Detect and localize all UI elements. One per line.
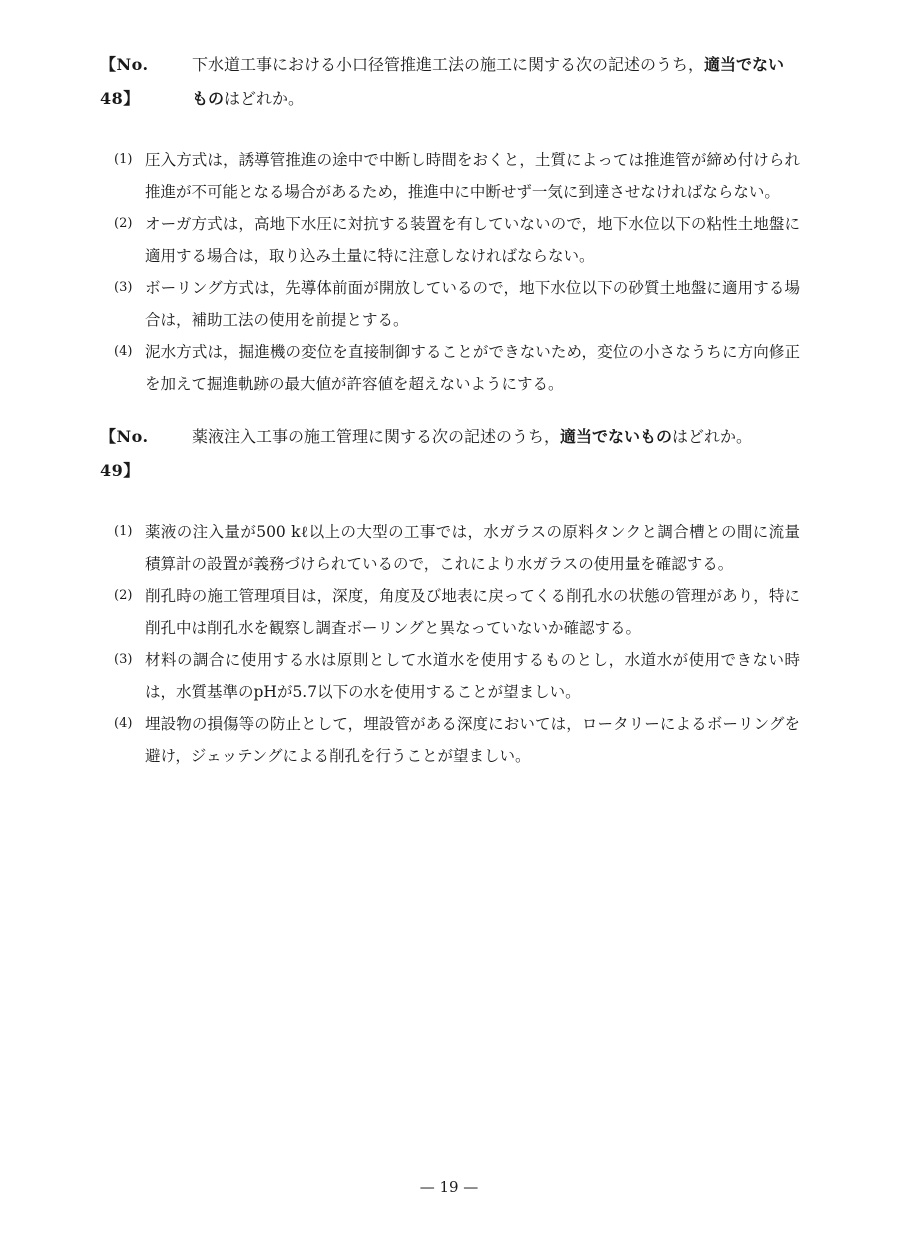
question-48-option-4 — [100, 336, 800, 400]
question-49 — [100, 420, 800, 772]
option-number: (3) — [114, 652, 133, 667]
option-text: オーガ方式は，高地下水圧に対抗する装置を有していないので，地下水位以下の粘性土地盤に適用する場合は，取り込み土量に特に注意しなければならない。 — [145, 215, 800, 265]
question-48-stem-text: 下水道工事における小口径管推進工法の施工に関する次の記述のうち， — [192, 55, 705, 74]
option-text: 埋設物の損傷等の防止として，埋設管がある深度においては，ロータリーによるボーリングを避け，ジェッテングによる削孔を行うことが望ましい。 — [145, 715, 800, 765]
question-49-number: 【No. 49】 — [100, 427, 166, 480]
question-48-number: 【No. 48】 — [100, 55, 166, 108]
question-49-option-2 — [100, 580, 800, 644]
question-48-option-3 — [100, 272, 800, 336]
question-48-options — [100, 144, 800, 400]
option-number: (2) — [114, 216, 133, 231]
question-49-emphasis: 適当でないもの — [560, 427, 673, 446]
question-48-stem — [192, 48, 800, 116]
question-49-stem-end: はどれか。 — [672, 427, 753, 446]
question-48-stem-end: はどれか。 — [224, 89, 305, 108]
option-text: 圧入方式は，誘導管推進の途中で中断し時間をおくと，土質によっては推進管が締め付けられ推進が不可能となる場合があるため，推進中に中断せず一気に到達させなければならない。 — [145, 151, 800, 201]
question-48 — [100, 48, 800, 400]
question-48-header — [100, 48, 800, 116]
option-number: (4) — [114, 344, 133, 359]
option-number: (4) — [114, 716, 133, 731]
option-text: ボーリング方式は，先導体前面が開放しているので，地下水位以下の砂質土地盤に適用する場合は，補助工法の使用を前提とする。 — [145, 279, 800, 329]
option-text: 泥水方式は，掘進機の変位を直接制御することができないため，変位の小さなうちに方向修正を加えて掘進軌跡の最大値が許容値を超えないようにする。 — [145, 343, 800, 393]
question-49-option-3 — [100, 644, 800, 708]
question-49-stem — [192, 420, 800, 454]
option-text: 材料の調合に使用する水は原則として水道水を使用するものとし，水道水が使用できない時は，水質基準のpHが5.7以下の水を使用することが望ましい。 — [145, 651, 800, 701]
question-48-emphasis: 適当でないもの — [192, 55, 785, 108]
option-number: (1) — [114, 152, 133, 167]
option-number: (2) — [114, 588, 133, 603]
option-number: (1) — [114, 524, 133, 539]
page-number: — 19 — — [419, 1178, 479, 1196]
question-49-option-4 — [100, 708, 800, 772]
option-text: 薬液の注入量が500 kℓ以上の大型の工事では，水ガラスの原料タンクと調合槽との間に流量積算計の設置が義務づけられているので，これにより水ガラスの使用量を確認する。 — [145, 523, 800, 573]
question-49-option-1 — [100, 516, 800, 580]
question-49-options — [100, 516, 800, 772]
question-49-stem-text: 薬液注入工事の施工管理に関する次の記述のうち， — [192, 427, 561, 446]
question-49-header — [100, 420, 800, 488]
option-text: 削孔時の施工管理項目は，深度，角度及び地表に戻ってくる削孔水の状態の管理があり，特に削孔中は削孔水を観察し調査ボーリングと異なっていないか確認する。 — [145, 587, 800, 637]
question-48-option-1 — [100, 144, 800, 208]
option-number: (3) — [114, 280, 133, 295]
question-48-option-2 — [100, 208, 800, 272]
